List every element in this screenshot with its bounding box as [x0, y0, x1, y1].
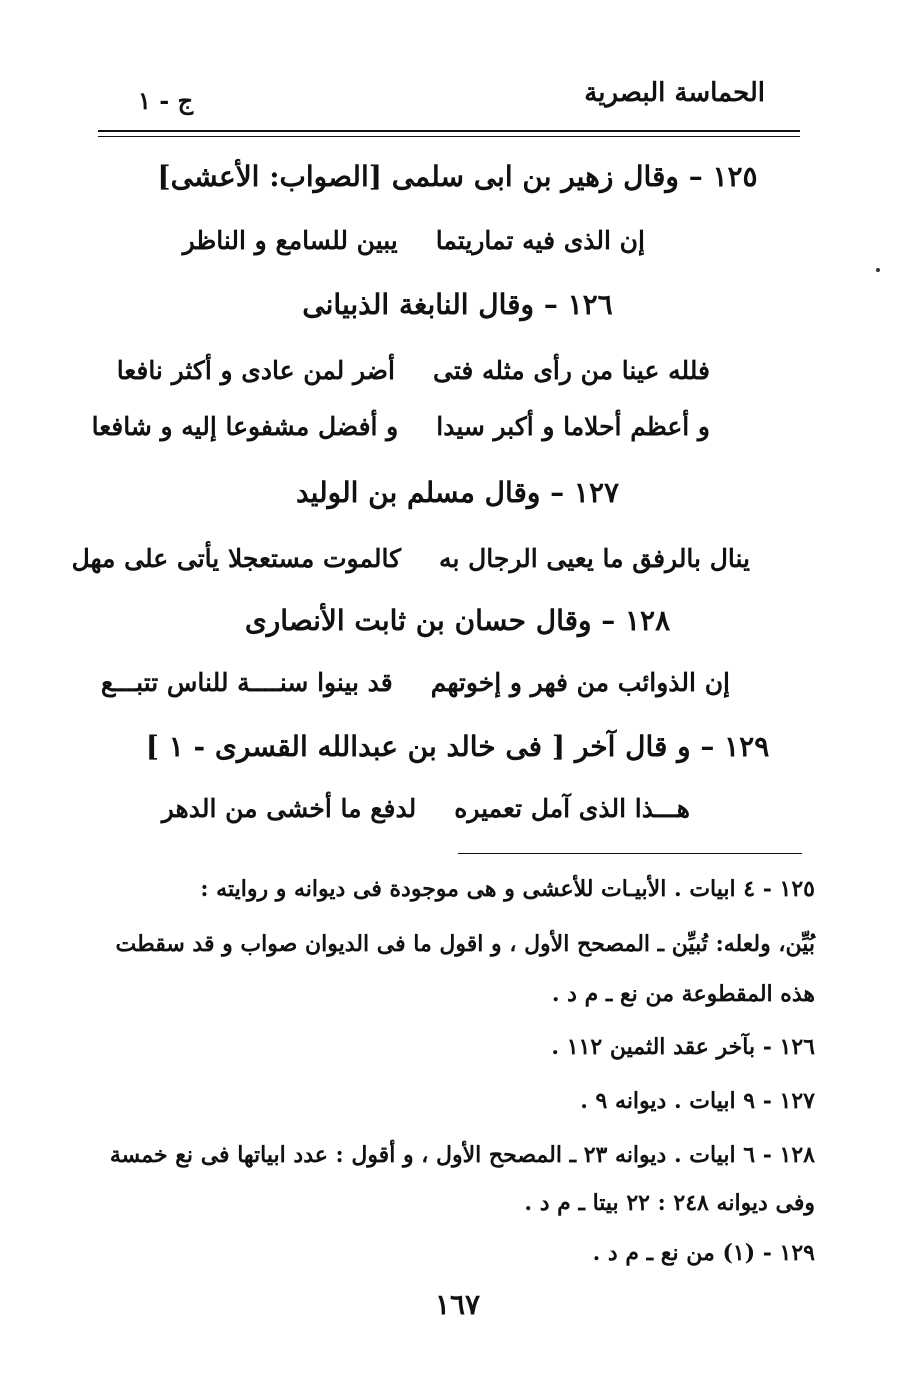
entry-127-verse-1	[72, 544, 750, 573]
entry-127-title: ١٢٧ – وقال مسلم بن الوليد	[295, 476, 620, 509]
hemistich-second: و أفضل مشفوعا إليه و شافعا	[91, 412, 399, 441]
running-header-title: الحماسة البصرية	[584, 78, 765, 108]
hemistich-second: أضر لمن عادى و أكثر نافعا	[116, 356, 395, 385]
entry-126-verse-1	[117, 356, 710, 385]
footnote-128-line-1: ١٢٨ - ٦ ابيات . ديوانه ٢٣ ـ المصحح الأول ، و أقول : عدد ابياتها فى نع خمسة	[109, 1142, 815, 1168]
entry-128-title: ١٢٨ – وقال حسان بن ثابت الأنصارى	[244, 604, 671, 637]
hemistich-first: و أعظم أحلاما و أكبر سيدا	[436, 412, 710, 441]
footnote-125-line-3: هذه المقطوعة من نع ـ م د .	[551, 981, 815, 1007]
footnote-128-line-2: وفى ديوانه ٢٤٨ : ٢٢ بيتا ـ م د .	[524, 1190, 815, 1216]
entry-128-verse-1	[101, 668, 730, 697]
entry-125-title: ١٢٥ – وقال زهير بن ابى سلمى [الصواب: الأعشى]	[157, 160, 758, 193]
footnote-127: ١٢٧ - ٩ ابيات . ديوانه ٩ .	[580, 1088, 815, 1114]
entry-125-verse-1	[183, 226, 645, 255]
hemistich-second: كالموت مستعجلا يأتى على مهل	[71, 544, 402, 573]
entry-129-title: ١٢٩ – و قال آخر [ فى خالد بن عبدالله القسرى - ١ ]	[145, 730, 770, 763]
entry-129-verse-1	[162, 794, 690, 823]
hemistich-first: فلله عينا من رأى مثله فتى	[432, 356, 710, 385]
hemistich-first: هـــذا الذى آمل تعميره	[454, 794, 690, 823]
running-header-volume: ج - ١	[138, 86, 194, 115]
hemistich-second: لدفع ما أخشى من الدهر	[161, 794, 417, 823]
hemistich-first: ينال بالرفق ما يعيى الرجال به	[439, 544, 750, 573]
header-rule-thick	[98, 130, 800, 132]
margin-speck	[876, 268, 880, 272]
hemistich-first: إن الذوائب من فهر و إخوتهم	[430, 668, 730, 697]
hemistich-second: قد بينوا سنــــة للناس تتبـــع	[100, 668, 393, 697]
header-rule-thin	[98, 136, 800, 137]
entry-126-verse-2	[92, 412, 710, 441]
footnote-129: ١٢٩ - (١) من نع ـ م د .	[592, 1240, 815, 1266]
page-number: ١٦٧	[434, 1288, 481, 1321]
footnote-126: ١٢٦ - بآخر عقد الثمين ١١٢ .	[551, 1034, 815, 1060]
footnote-separator	[458, 853, 802, 854]
hemistich-second: يبين للسامع و الناظر	[182, 226, 398, 255]
footnote-125-line-2: بُيِّن، ولعله: تُبيِّن ـ المصحح الأول ، و اقول ما فى الديوان صواب و قد سقطت	[115, 931, 815, 957]
hemistich-first: إن الذى فيه تماريتما	[435, 226, 645, 255]
footnote-125-line-1: ١٢٥ - ٤ ابيات . الأبيـات للأعشى و هى موجودة فى ديوانه و روايته :	[200, 876, 815, 902]
entry-126-title: ١٢٦ – وقال النابغة الذبيانى	[302, 288, 613, 321]
